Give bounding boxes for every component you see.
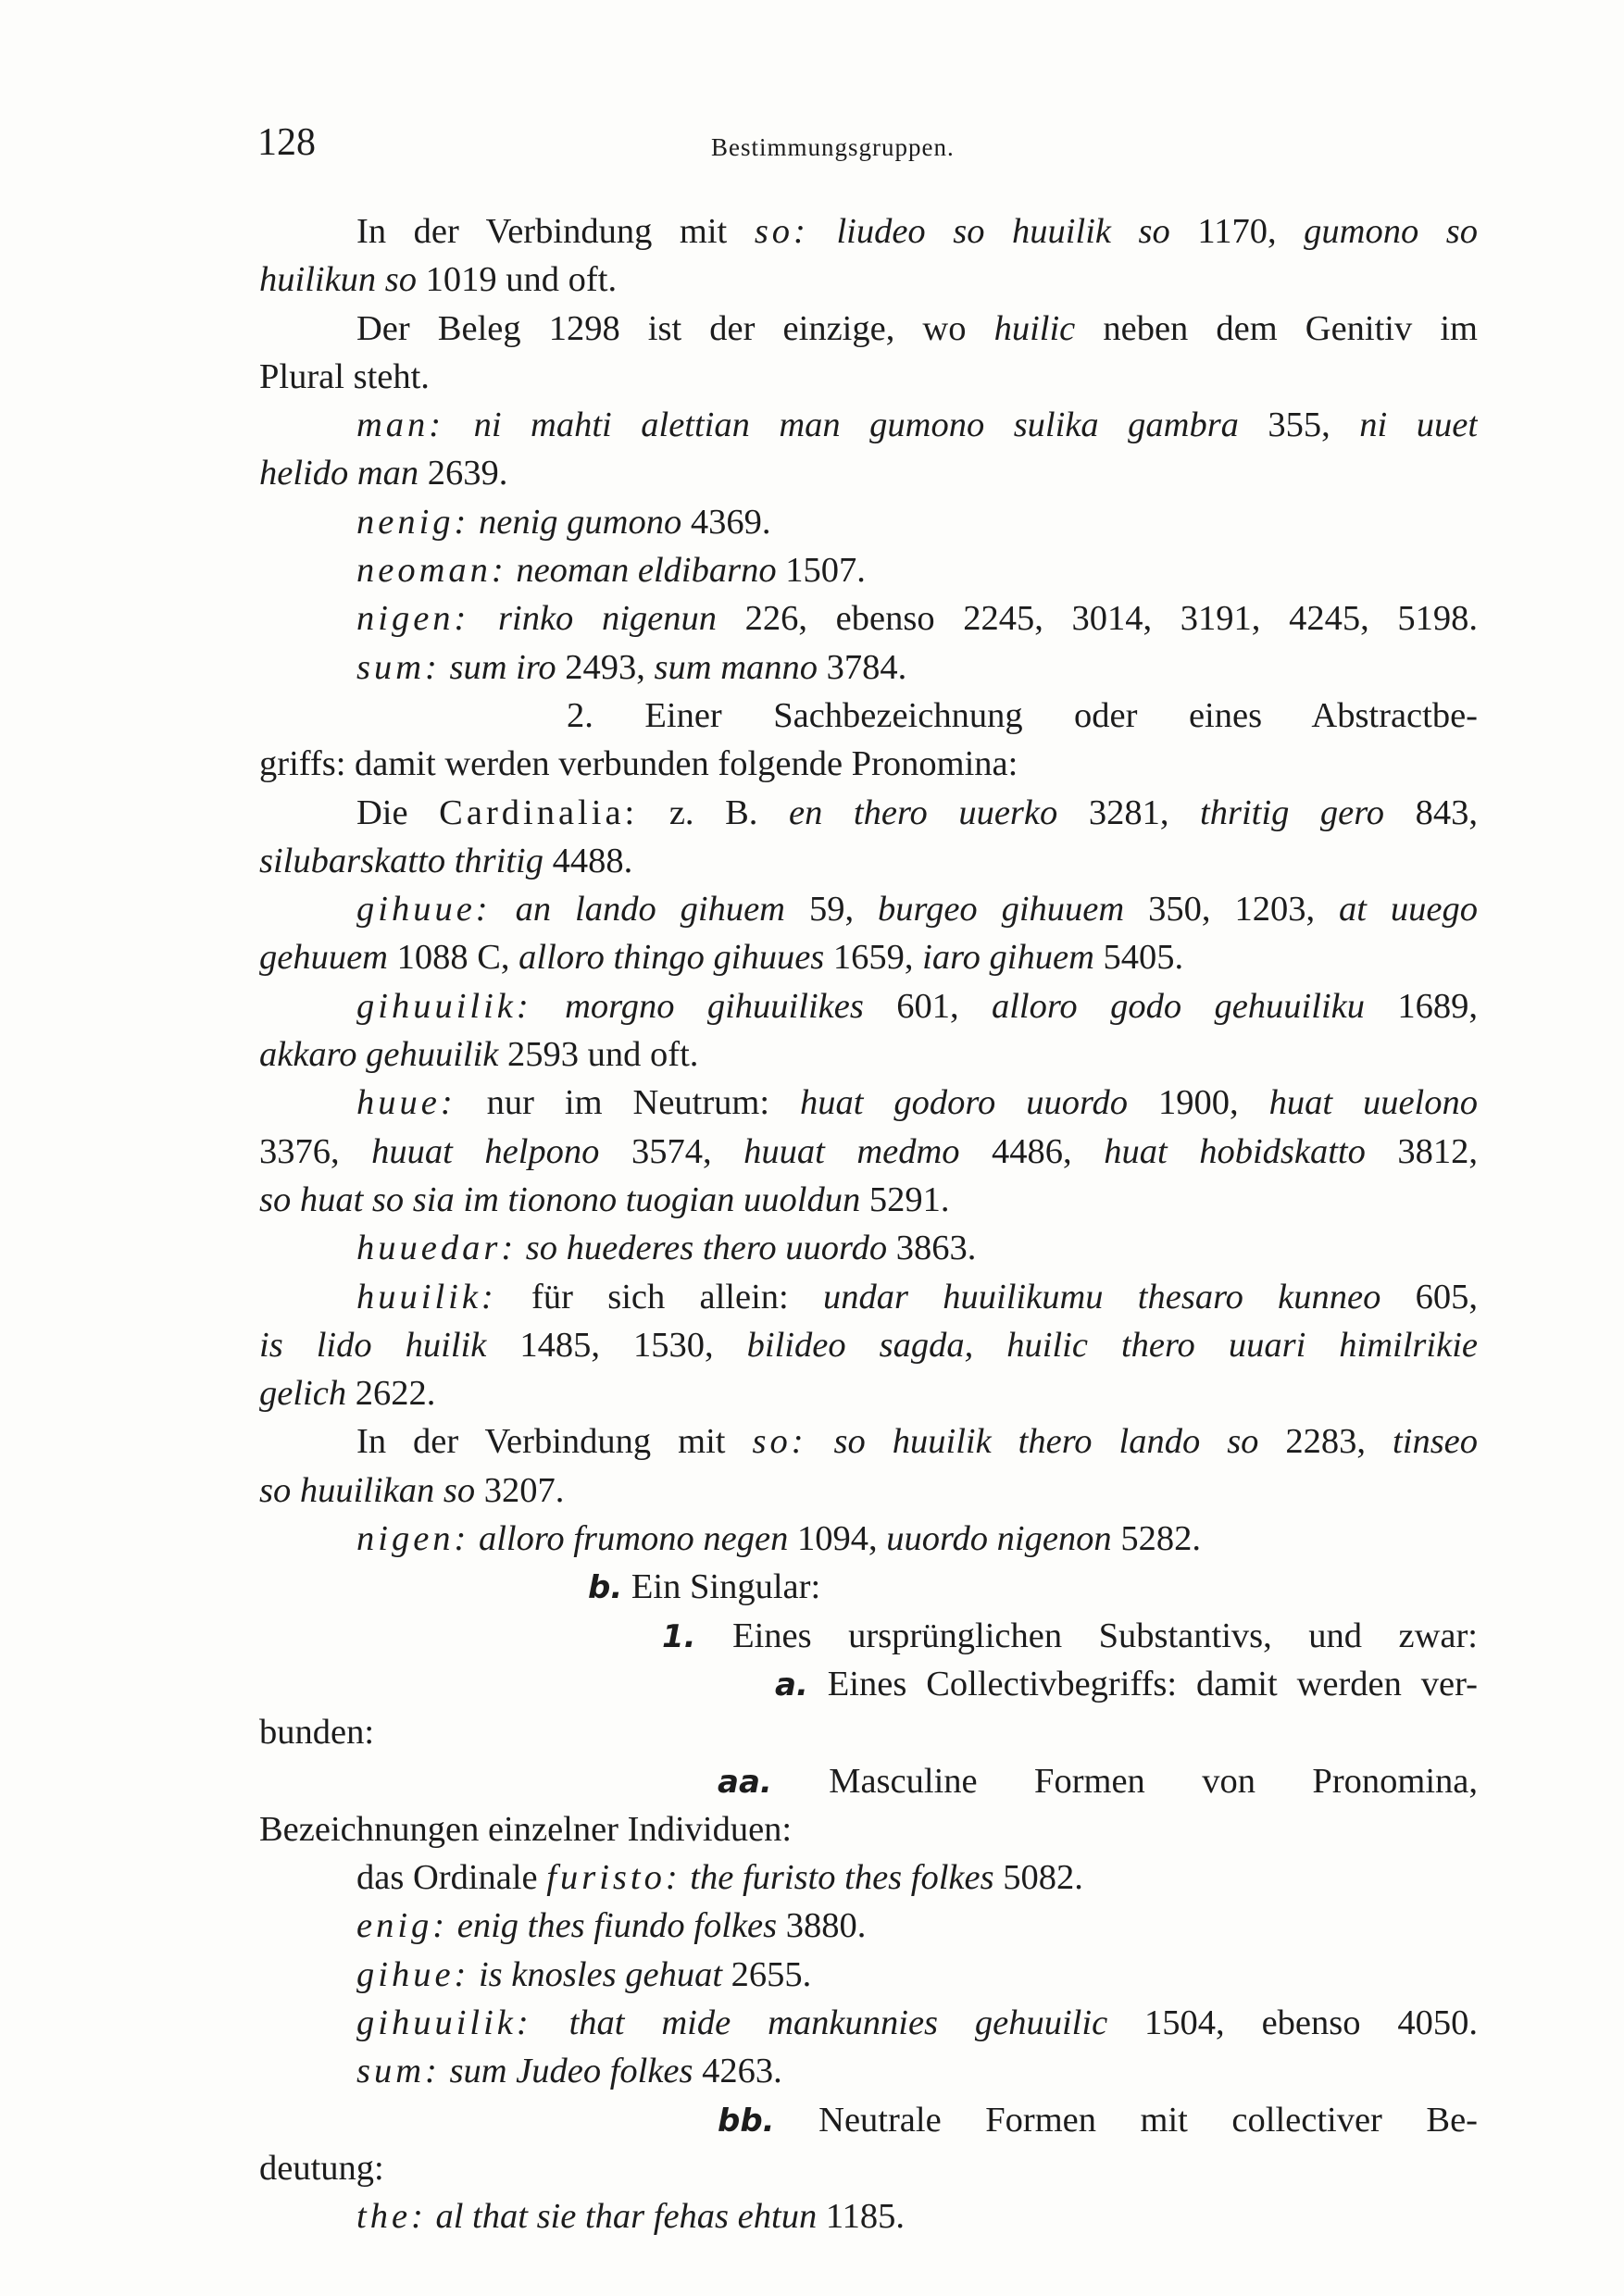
text-line: silubarskatto thritig 4488. [259,841,633,880]
text-line: huilikun so 1019 und oft. [259,260,618,300]
text-line: 3376, huuat helpono 3574, huuat medmo 4486, huat hobidskatto 3812, [259,1131,1478,1171]
text-line: huuilik: für sich allein: undar huuilikumu thesaro kunneo 605, [356,1277,1478,1316]
text-line: sum: sum Judeo folkes 4263. [356,2052,782,2091]
text-line: Der Beleg 1298 ist der einzige, wo huilic neben dem Genitiv im [356,308,1478,348]
text-line: so huuilikan so 3207. [259,1470,565,1510]
text-line: deutung: [259,2148,384,2188]
text-line: sum: sum iro 2493, sum manno 3784. [356,647,907,687]
text-line: nigen: rinko nigenun 226, ebenso 2245, 3014, 3191, 4245, 5198. [356,599,1478,639]
text-line: Bezeichnungen einzelner Individuen: [259,1809,793,1849]
page-header [257,120,1480,176]
text-line: gihue: is knosles gehuat 2655. [356,1954,812,1994]
text-line: bb. Neutrale Formen mit collectiver Be- [718,2100,1478,2140]
page-number: 128 [257,121,316,164]
text-line: huue: nur im Neutrum: huat godoro uuordo 1900, huat uuelono [356,1083,1478,1123]
text-line: so huat so sia im tionono tuogian uuoldun 5291. [259,1179,950,1219]
text-line: enig: enig thes fiundo folkes 3880. [356,1906,867,1946]
text-line: gehuuem 1088 C, alloro thingo gihuues 1659, iaro gihuem 5405. [259,938,1184,978]
text-line: nenig: nenig gumono 4369. [356,502,771,542]
text-line: is lido huilik 1485, 1530, bilideo sagda, huilic thero uuari himilrikie [259,1325,1478,1365]
text-line: helido man 2639. [259,454,508,493]
text-line: griffs: damit werden verbunden folgende Pronomina: [259,744,1018,784]
text-line: nigen: alloro frumono negen 1094, uuordo nigenon 5282. [356,1519,1201,1559]
text-line: gihuuilik: morgno gihuuilikes 601, alloro godo gehuuiliku 1689, [356,986,1478,1026]
text-line: b. Ein Singular: [588,1567,821,1607]
text-line: gelich 2622. [259,1374,436,1414]
text-line: huuedar: so huederes thero uuordo 3863. [356,1229,977,1268]
text-line: the: al that sie thar fehas ehtun 1185. [356,2197,906,2237]
text-line: aa. Masculine Formen von Pronomina, [718,1761,1478,1801]
text-line: Die Cardinalia: z. B. en thero uuerko 3281, thritig gero 843, [356,792,1478,832]
text-line: Plural steht. [259,356,430,396]
text-line: 2. Einer Sachbezeichnung oder eines Abstractbe- [567,695,1478,735]
text-line: In der Verbindung mit so: liudeo so huuilik so 1170, gumono so [356,212,1478,251]
text-line: gihuuilik: that mide mankunnies gehuuilic 1504, ebenso 4050. [356,2003,1478,2042]
body-text [259,207,1478,2240]
text-line: akkaro gehuuilik 2593 und oft. [259,1035,699,1075]
text-line: man: ni mahti alettian man gumono sulika gambra 355, ni uuet [356,406,1478,445]
text-line: 1. Eines ursprünglichen Substantivs, und zwar: [662,1616,1478,1655]
text-line: neoman: neoman eldibarno 1507. [356,551,866,591]
text-line: das Ordinale furisto: the furisto thes folkes 5082. [356,1858,1083,1898]
running-title: Bestimmungsgruppen. [711,133,955,161]
text-line: a. Eines Collectivbegriffs: damit werden ver- [775,1664,1478,1703]
text-line: bunden: [259,1713,375,1753]
text-line: In der Verbindung mit so: so huuilik thero lando so 2283, tinseo [356,1422,1478,1462]
text-line: gihuue: an lando gihuem 59, burgeo gihuuem 350, 1203, at uuego [356,890,1478,930]
